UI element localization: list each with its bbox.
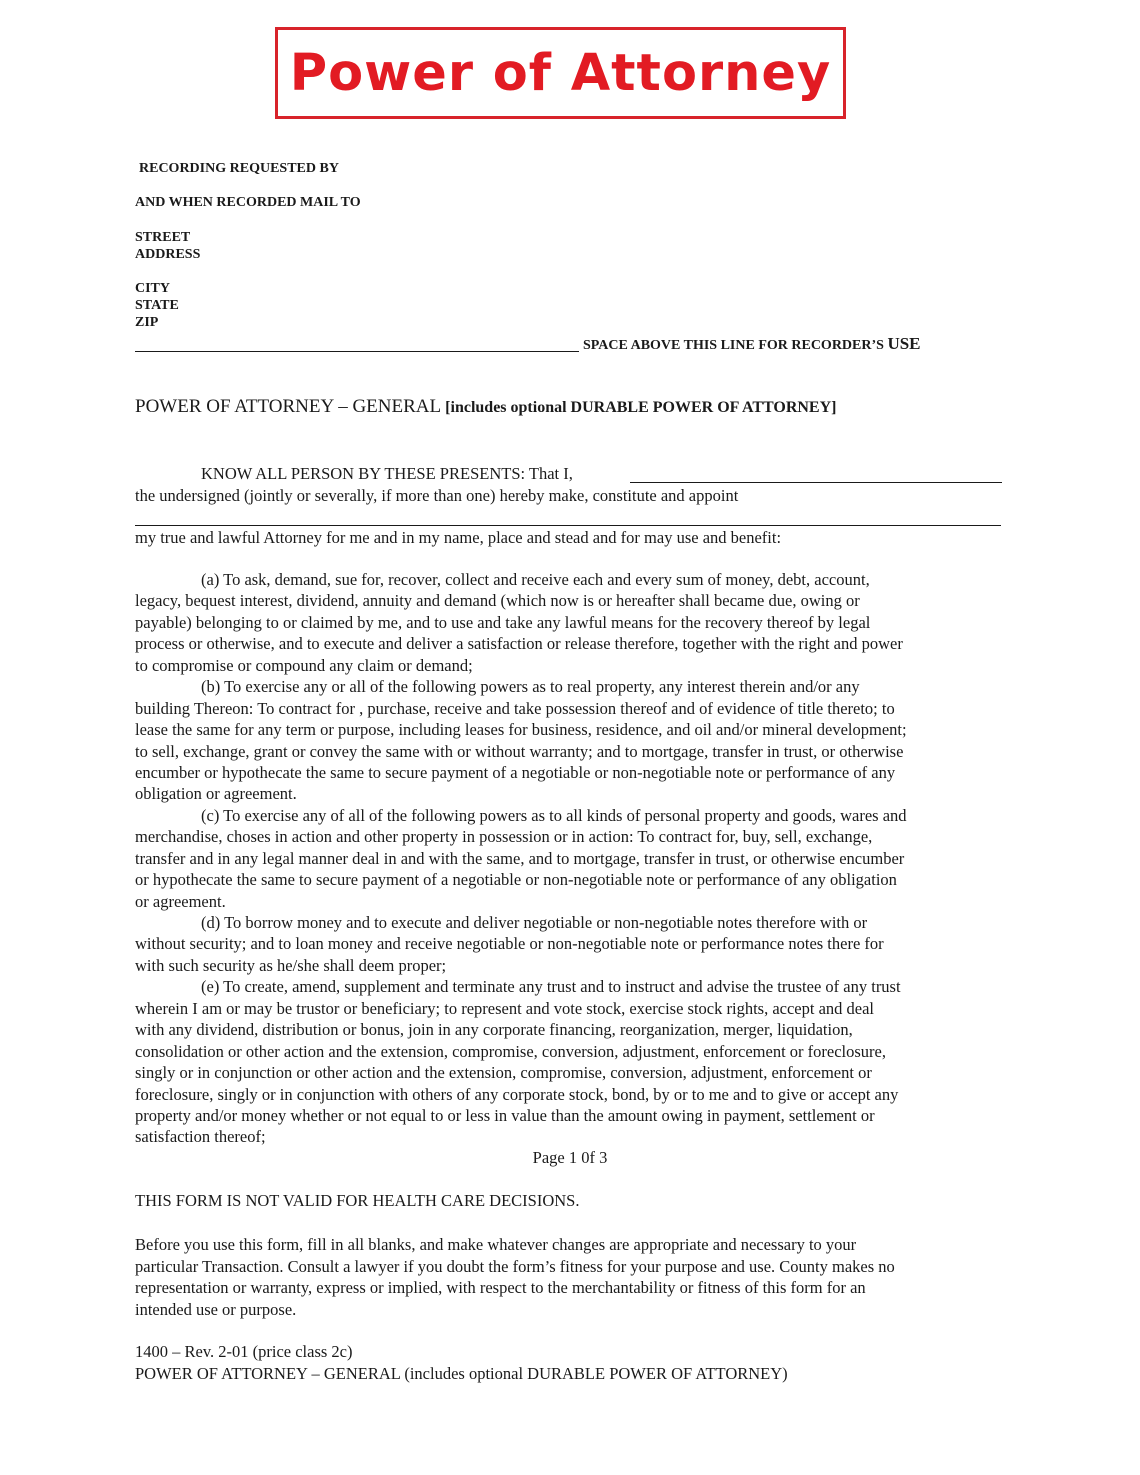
clause-line: singly or in conjunction or other action and the extension, compromise, conversion, adjustment, enforcement or bbox=[135, 1063, 872, 1083]
document-title-sub: [includes optional DURABLE POWER OF ATTORNEY] bbox=[445, 399, 837, 416]
clause-line: satisfaction thereof; bbox=[135, 1127, 266, 1147]
document-title bbox=[135, 396, 836, 418]
clause-line: encumber or hypothecate the same to secure payment of a negotiable or non-negotiable note or performance of any bbox=[135, 762, 896, 782]
clause-line: (d) To borrow money and to execute and deliver negotiable or non-negotiable notes therefore with or bbox=[201, 913, 868, 932]
clause-line: merchandise, choses in action and other property in possession or in action: To contract for, buy, sell, exchange, bbox=[135, 827, 873, 847]
clause-line: with such security as he/she shall deem proper; bbox=[135, 955, 447, 975]
attorney-name-blank bbox=[135, 525, 1001, 526]
clause-line: building Thereon: To contract for , purchase, receive and take possession thereof and of evidence of title thereto; to bbox=[135, 698, 895, 718]
clause-line: foreclosure, singly or in conjunction with others of any corporate stock, bond, by or to me and to give or accept any bbox=[135, 1084, 899, 1104]
intro-line-2: the undersigned (jointly or severally, if more than one) hereby make, constitute and appoint bbox=[135, 486, 739, 505]
clause-line: (b) To exercise any or all of the following powers as to real property, any interest therein and/or any bbox=[201, 677, 860, 697]
clause-line: wherein I am or may be trustor or beneficiary; to represent and vote stock, exercise stock rights, accept and deal bbox=[135, 998, 875, 1018]
powers-clauses bbox=[135, 569, 1003, 1148]
disclaimer bbox=[135, 1234, 895, 1320]
clause-line: to compromise or compound any claim or demand; bbox=[135, 655, 473, 675]
clause-line: property and/or money whether or not equal to or less in value than the amount owing in payment, settlement or bbox=[135, 1105, 875, 1125]
form-footer-title: POWER OF ATTORNEY – GENERAL (includes optional DURABLE POWER OF ATTORNEY) bbox=[135, 1363, 788, 1383]
recorder-separator-line bbox=[135, 351, 579, 352]
intro-line-1: KNOW ALL PERSON BY THESE PRESENTS: That I, bbox=[201, 464, 573, 483]
banner-title: Power of Attorney bbox=[289, 43, 832, 103]
disclaimer-line: Before you use this form, fill in all blanks, and make whatever changes are appropriate and necessary to your bbox=[135, 1235, 857, 1254]
clause-line: without security; and to loan money and receive negotiable or non-negotiable note or performance notes there for bbox=[135, 934, 884, 954]
principal-name-blank bbox=[630, 482, 1002, 483]
clause-line: or hypothecate the same to secure payment of a negotiable or non-negotiable note or performance of any obligation bbox=[135, 870, 897, 890]
recorder-space-note bbox=[583, 334, 921, 354]
clause-line: process or otherwise, and to execute and deliver a satisfaction or release therefore, together with the right and power bbox=[135, 634, 903, 654]
city-label: CITY bbox=[135, 281, 171, 296]
clause-line: with any dividend, distribution or bonus, join in any corporate financing, reorganization, merger, liquidation, bbox=[135, 1020, 853, 1040]
recorder-note-text: SPACE ABOVE THIS LINE FOR RECORDER’S bbox=[583, 338, 888, 353]
clause-line: or agreement. bbox=[135, 891, 226, 911]
recording-requested-by: RECORDING REQUESTED BY bbox=[139, 161, 339, 176]
clause-line: transfer and in any legal manner deal in and with the same, and to mortgage, transfer in trust, or otherwise encumber bbox=[135, 848, 905, 868]
form-number: 1400 – Rev. 2-01 (price class 2c) bbox=[135, 1342, 353, 1361]
form-footer bbox=[135, 1341, 788, 1384]
disclaimer-line: particular Transaction. Consult a lawyer if you doubt the form’s fitness for your purpose and use. County makes no bbox=[135, 1256, 895, 1276]
clause-line: legacy, bequest interest, dividend, annuity and demand (which now is or hereafter shall became due, owing or bbox=[135, 591, 860, 611]
clause-line: (a) To ask, demand, sue for, recover, collect and receive each and every sum of money, debt, account, bbox=[201, 570, 870, 589]
street-label: STREET bbox=[135, 230, 191, 245]
zip-label: ZIP bbox=[135, 315, 159, 330]
page-number: Page 1 0f 3 bbox=[532, 1148, 608, 1167]
clause-line: consolidation or other action and the extension, compromise, conversion, adjustment, enforcement or foreclosure, bbox=[135, 1041, 886, 1061]
recorder-note-use: USE bbox=[887, 334, 921, 353]
intro-line-3: my true and lawful Attorney for me and in my name, place and stead and for may use and benefit: bbox=[135, 528, 782, 547]
clause-line: lease the same for any term or purpose, including leases for business, residence, and oil and/or mineral development; bbox=[135, 720, 907, 740]
clause-line: (c) To exercise any of all of the following powers as to all kinds of personal property and goods, wares and bbox=[201, 805, 907, 825]
state-label: STATE bbox=[135, 298, 179, 313]
clause-line: (e) To create, amend, supplement and terminate any trust and to instruct and advise the trustee of any trust bbox=[201, 977, 901, 997]
clause-line: obligation or agreement. bbox=[135, 784, 297, 804]
address-label: ADDRESS bbox=[135, 247, 201, 262]
mail-to-label: AND WHEN RECORDED MAIL TO bbox=[135, 195, 361, 210]
clause-line: payable) belonging to or claimed by me, and to use and take any lawful means for the recovery thereof by legal bbox=[135, 612, 871, 632]
disclaimer-line: intended use or purpose. bbox=[135, 1299, 297, 1319]
health-care-notice: THIS FORM IS NOT VALID FOR HEALTH CARE DECISIONS. bbox=[135, 1191, 580, 1210]
clause-line: to sell, exchange, grant or convey the same with or without warranty; and to mortgage, transfer in trust, or otherwise bbox=[135, 741, 904, 761]
document-title-main: POWER OF ATTORNEY – GENERAL bbox=[135, 396, 446, 417]
disclaimer-line: representation or warranty, express or implied, with respect to the merchantability or fitness of this form for an bbox=[135, 1278, 866, 1297]
title-banner bbox=[275, 27, 846, 119]
